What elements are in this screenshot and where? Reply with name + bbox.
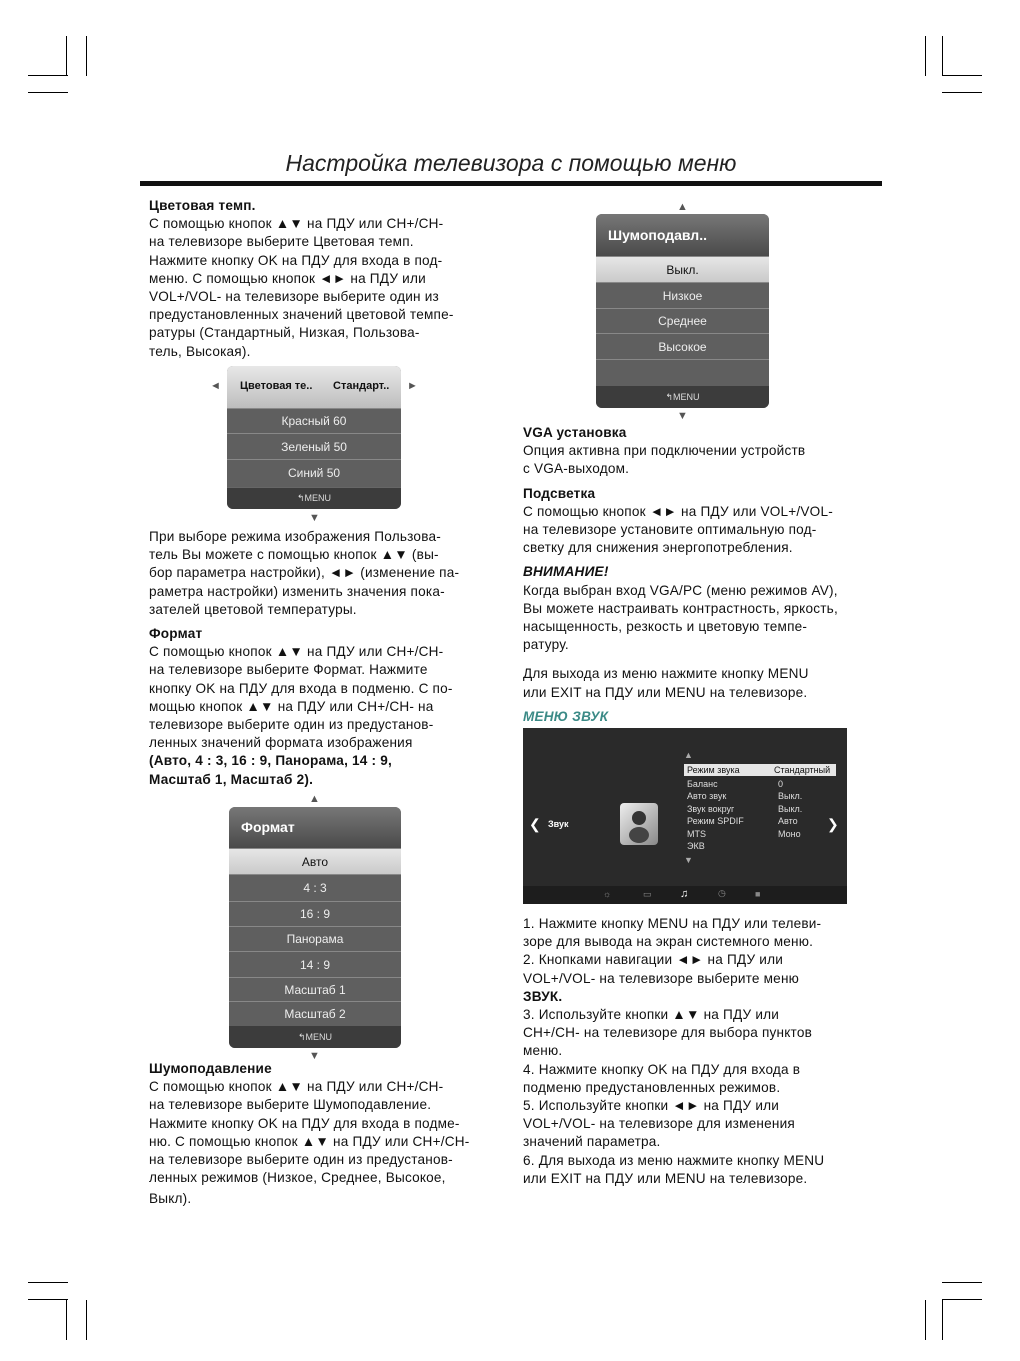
speaker-icon: [620, 803, 658, 845]
vga-heading: VGA установка: [523, 425, 627, 440]
sound-menu-screen: [523, 728, 847, 904]
menu-row-selected[interactable]: Выкл.: [596, 256, 769, 283]
menu-row[interactable]: Высокое: [596, 333, 769, 360]
text-line: насыщенность, резкость и цветовую темпе-: [523, 619, 808, 635]
crop-mark: [942, 1282, 982, 1283]
text-line: светку для снижения энергопотребления.: [523, 540, 793, 556]
step-line: ЗВУК.: [523, 988, 563, 1004]
menu-row-empty: [596, 359, 769, 386]
text-line: ратуры (Стандартный, Низкая, Пользова-: [149, 325, 420, 341]
down-arrow-icon: ▼: [309, 1050, 320, 1062]
sound-item-label: Авто звук: [687, 791, 727, 801]
text-line: мощью кнопок ▲▼ на ПДУ или CH+/CH- на: [149, 698, 434, 714]
color-temp-value[interactable]: Стандарт..: [333, 380, 390, 392]
text-line: ратуру.: [523, 637, 569, 653]
sound-item-value: Моно: [778, 829, 801, 839]
step-line: VOL+/VOL- на телевизоре для изменения: [523, 1116, 795, 1132]
sound-item-value: 0: [778, 779, 784, 789]
step-line: VOL+/VOL- на телевизоре выберите меню: [523, 970, 800, 986]
text-line: ленных значений формата изображения: [149, 735, 413, 751]
down-arrow-icon: ▼: [677, 410, 688, 422]
menu-header: Шумоподавл..: [596, 214, 769, 256]
text-line: Нажмите кнопку OK на ПДУ для входа в подме-: [149, 1115, 460, 1131]
right-text-section: [523, 424, 868, 726]
color-temp-section: [149, 197, 499, 361]
crop-mark: [942, 1300, 943, 1340]
text-line: телевизоре выберите один из предустанов-: [149, 717, 434, 733]
right-arrow-icon: ►: [407, 380, 418, 392]
text-line: на телевизоре установите оптимальную под-: [523, 522, 817, 538]
music-note-icon[interactable]: ♫: [680, 888, 689, 900]
step-line: 6. Для выхода из меню нажмите кнопку MENU: [523, 1152, 825, 1168]
chevron-right-icon[interactable]: ❯: [827, 816, 839, 832]
crop-mark: [28, 1299, 68, 1300]
menu-row[interactable]: Зеленый 50: [227, 433, 401, 460]
color-temp-label: Цветовая те..: [240, 380, 313, 392]
menu-header: [227, 366, 401, 408]
crop-mark: [86, 1300, 87, 1340]
gear-icon[interactable]: ☼: [603, 889, 612, 899]
sound-item-label: Режим SPDIF: [687, 816, 744, 826]
step-line: CH+/CH- на телевизоре для выбора пунктов: [523, 1025, 813, 1041]
color-temp-heading: Цветовая темп.: [149, 198, 256, 213]
sound-tab-label[interactable]: Звук: [548, 819, 569, 829]
sound-item[interactable]: [684, 790, 836, 802]
crop-mark: [66, 36, 67, 76]
noise-heading: Шумоподавление: [149, 1061, 272, 1076]
sound-menu-heading: МЕНЮ ЗВУК: [523, 708, 609, 724]
sound-item-value: Выкл.: [778, 804, 803, 814]
text-line: предустановленных значений цветовой темпе-: [149, 307, 454, 323]
crop-mark: [28, 1282, 68, 1283]
sound-tab-bar: [523, 886, 847, 904]
step-line: 3. Используйте кнопки ▲▼ на ПДУ или: [523, 1007, 780, 1023]
sound-item-label: Звук вокруг: [687, 804, 735, 814]
text-line: кнопку OK на ПДУ для входа в подменю. С по-: [149, 680, 453, 696]
menu-row[interactable]: 14 : 9: [229, 951, 401, 978]
menu-footer[interactable]: ↰MENU: [596, 386, 769, 408]
text-line: меню. С помощью кнопок ◄► на ПДУ или: [149, 270, 426, 286]
sound-item-value: Авто: [778, 816, 798, 826]
title-rule: [140, 181, 882, 186]
step-line: подменю предустановленных режимов.: [523, 1079, 781, 1095]
text-line: с VGA-выходом.: [523, 461, 630, 477]
step-line: зоре для вывода на экран системного меню.: [523, 934, 814, 950]
step-line: значений параметра.: [523, 1134, 661, 1150]
text-line: VOL+/VOL- на телевизоре выберите один из: [149, 289, 439, 305]
text-line: тель Вы можете с помощью кнопок ▲▼ (вы-: [149, 547, 439, 563]
clock-icon[interactable]: ◷: [718, 888, 726, 898]
text-line: Опция активна при подключении устройств: [523, 443, 806, 459]
text-line: Масштаб 1, Масштаб 2).: [149, 771, 314, 787]
sound-item-selected[interactable]: [684, 764, 836, 776]
left-arrow-icon: ◄: [210, 380, 221, 392]
text-line: (Авто, 4 : 3, 16 : 9, Панорама, 14 : 9,: [149, 753, 392, 769]
crop-mark: [942, 36, 943, 76]
text-line: зателей цветовой температуры.: [149, 601, 357, 617]
up-arrow-icon: ▲: [684, 750, 693, 760]
sound-item[interactable]: [684, 828, 836, 840]
down-arrow-icon: ▼: [309, 512, 320, 524]
text-line: раметра настройки) изменить значения пока-: [149, 583, 445, 599]
crop-mark: [925, 1300, 926, 1340]
step-line: 4. Нажмите кнопку OK на ПДУ для входа в: [523, 1061, 801, 1077]
crop-mark: [942, 1299, 982, 1300]
text-line: бор параметра настройки), ◄► (изменение па-: [149, 565, 460, 581]
text-line: С помощью кнопок ▲▼ на ПДУ или CH+/CH-: [149, 216, 444, 232]
noise-section: [149, 1060, 499, 1209]
down-arrow-icon: ▼: [684, 855, 693, 865]
sound-item[interactable]: [684, 803, 836, 815]
crop-mark: [925, 36, 926, 76]
sound-item-label: ЭКВ: [687, 841, 705, 851]
color-temp-menu: [227, 366, 401, 509]
crop-mark: [942, 92, 982, 93]
up-arrow-icon: ▲: [309, 793, 320, 805]
crop-mark: [942, 75, 982, 76]
text-line: Когда выбран вход VGA/PC (меню режимов AV),: [523, 582, 838, 598]
text-line: тель, Высокая).: [149, 343, 251, 359]
sound-item[interactable]: [684, 778, 836, 790]
sound-item[interactable]: [684, 815, 836, 827]
steps-section: [523, 915, 868, 1188]
warning-heading: ВНИМАНИЕ!: [523, 564, 609, 580]
backlight-heading: Подсветка: [523, 485, 596, 501]
chevron-left-icon[interactable]: ❮: [529, 816, 541, 832]
sound-item-label: Режим звука: [687, 765, 740, 775]
text-line: Выкл).: [149, 1191, 192, 1207]
text-line: При выборе режима изображения Пользова-: [149, 529, 441, 544]
text-line: на телевизоре выберите Цветовая темп.: [149, 234, 414, 250]
step-line: меню.: [523, 1043, 563, 1059]
menu-row[interactable]: Масштаб 2: [229, 1001, 401, 1026]
crop-mark: [28, 92, 68, 93]
text-line: Для выхода из меню нажмите кнопку MENU: [523, 666, 809, 682]
picture-icon[interactable]: ▭: [643, 889, 652, 899]
menu-row[interactable]: 16 : 9: [229, 901, 401, 927]
sound-item-label: MTS: [687, 829, 706, 839]
noise-menu: [596, 214, 769, 408]
text-line: на телевизоре выберите Шумоподавление.: [149, 1097, 432, 1113]
step-line: 5. Используйте кнопки ◄► на ПДУ или: [523, 1098, 780, 1114]
step-line: 1. Нажмите кнопку MENU на ПДУ или телеви-: [523, 916, 822, 931]
sound-item-label: Баланс: [687, 779, 718, 789]
menu-row[interactable]: Низкое: [596, 282, 769, 309]
text-line: С помощью кнопок ◄► на ПДУ или VOL+/VOL-: [523, 503, 833, 519]
crop-mark: [86, 36, 87, 76]
text-line: или EXIT на ПДУ или MENU на телевизоре.: [523, 684, 808, 700]
text-line: на телевизоре выберите Формат. Нажмите: [149, 662, 428, 678]
format-menu: [229, 807, 401, 1048]
text-line: ленных режимов (Низкое, Среднее, Высокое,: [149, 1170, 446, 1186]
menu-row[interactable]: Красный 60: [227, 408, 401, 434]
menu-row[interactable]: 4 : 3: [229, 874, 401, 902]
menu-row[interactable]: Панорама: [229, 926, 401, 952]
menu-row-selected[interactable]: Авто: [229, 848, 401, 875]
text-line: Нажмите кнопку OK на ПДУ для входа в под-: [149, 252, 443, 268]
menu-footer[interactable]: ↰MENU: [227, 488, 401, 509]
text-line: Вы можете настраивать контрастность, яркость,: [523, 600, 838, 616]
text-line: на телевизоре выберите один из предустанов-: [149, 1152, 453, 1168]
up-arrow-icon: ▲: [677, 201, 688, 213]
step-line: или EXIT на ПДУ или MENU на телевизоре.: [523, 1170, 808, 1186]
text-line: ню. С помощью кнопок ▲▼ на ПДУ или CH+/CH-: [149, 1133, 470, 1149]
menu-footer[interactable]: ↰MENU: [229, 1026, 401, 1048]
menu-row[interactable]: Масштаб 1: [229, 977, 401, 1002]
page-title: Настройка телевизора с помощью меню: [285, 150, 737, 176]
sound-item-value: Выкл.: [778, 791, 803, 801]
sound-item[interactable]: [684, 840, 836, 852]
text-line: С помощью кнопок ▲▼ на ПДУ или CH+/CH-: [149, 644, 444, 660]
step-line: 2. Кнопками навигации ◄► на ПДУ или: [523, 952, 784, 968]
crop-mark: [66, 1300, 67, 1340]
menu-row[interactable]: Синий 50: [227, 459, 401, 487]
sound-item-value: Стандартный: [774, 765, 831, 775]
menu-row[interactable]: Среднее: [596, 308, 769, 334]
format-heading: Формат: [149, 626, 203, 642]
lock-icon[interactable]: ■: [755, 889, 761, 899]
menu-header: Формат: [229, 807, 401, 848]
crop-mark: [28, 75, 68, 76]
text-line: С помощью кнопок ▲▼ на ПДУ или CH+/CH-: [149, 1079, 444, 1095]
user-mode-section: [149, 528, 499, 789]
